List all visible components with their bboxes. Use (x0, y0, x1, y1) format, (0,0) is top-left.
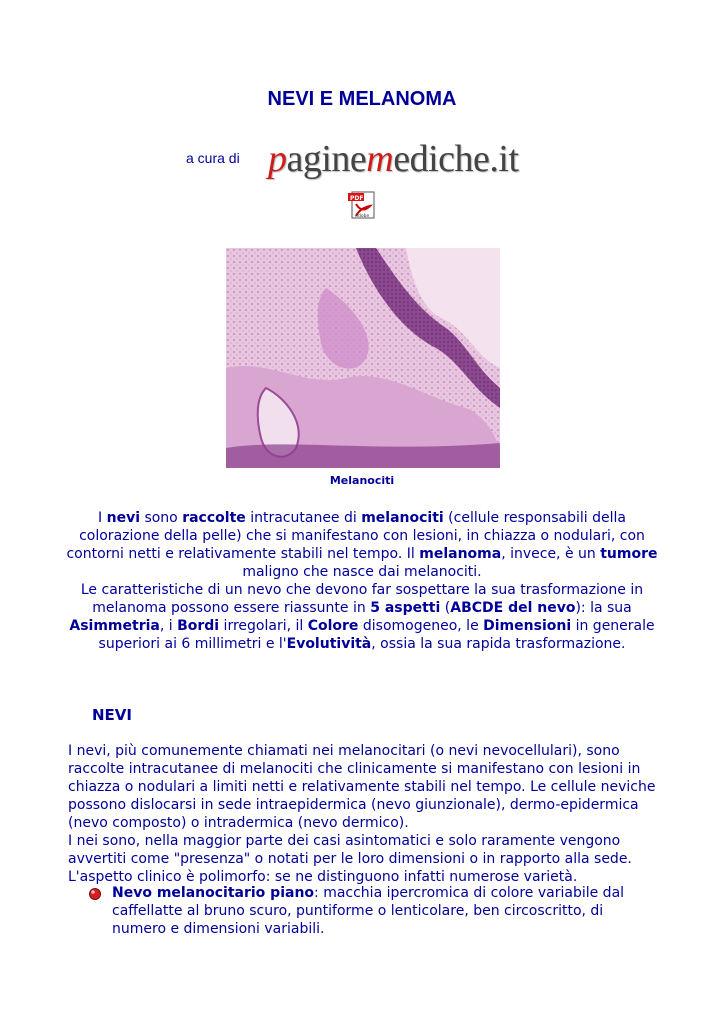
intro-bold: Bordi (177, 618, 220, 634)
intro-bold: ABCDE del nevo (450, 600, 576, 616)
melanocytes-histology-image (226, 248, 500, 468)
intro-text: ): la sua (575, 600, 632, 616)
pdf-label: PDF (350, 195, 364, 202)
section-body (68, 742, 660, 886)
logo-text-ediche: ediche (393, 138, 490, 180)
paginemediche-logo[interactable] (268, 137, 519, 181)
intro-bold: Colore (307, 618, 359, 634)
logo-letter-m: m (366, 138, 394, 180)
credit-prefix: a cura di (186, 150, 240, 166)
intro-bold: melanoma (419, 546, 502, 562)
intro-text: (cellule responsabili della colorazione della pelle) che si manifestano con lesioni, in chiazza o nodulari, con contorni netti e relativamente stabili nel tempo. Il (66, 510, 645, 562)
intro-text: I (98, 510, 107, 526)
intro-text: , invece, è un (501, 546, 601, 562)
pdf-sub-label: Adobe (355, 214, 370, 219)
body-paragraph-2: I nei sono, nella maggior parte dei casi asintomatici e solo raramente vengono avvertiti come "presenza" o notati per le loro dimensioni o in rapporto alla sede. L'aspetto clinico è polimorfo: se ne distinguono infatti numerose varietà. (68, 833, 632, 885)
pdf-download-icon[interactable] (346, 190, 376, 220)
intro-bold: nevi (106, 510, 140, 526)
list-item-term: Nevo melanocitario piano (112, 885, 315, 901)
body-paragraph-1: I nevi, più comunemente chiamati nei melanocitari (o nevi nevocellulari), sono raccolte intracutanee di melanociti che clinicamente si manifestano con lesioni in chiazza o nodulari a limiti netti e relativamente stabili nel tempo. Le cellule neviche possono dislocarsi in sede intraepidermica (nevo giunzionale), dermo-epidermica (nevo composto) o intradermica (nevo dermico). (68, 743, 656, 831)
intro-text: maligno che nasce dai melanociti. (242, 564, 482, 580)
intro-text: sono (140, 510, 183, 526)
intro-text: , ossia la sua rapida trasformazione. (371, 636, 626, 652)
figure-caption: Melanociti (329, 474, 395, 487)
list-item-desc: : macchia ipercromica di colore variabile dal caffellatte al bruno scuro, puntiforme o lenticolare, ben circoscritto, di numero e dimensioni variabili. (112, 885, 625, 937)
logo-text-domain: .it (489, 138, 519, 180)
intro-text: , i (159, 618, 178, 634)
intro-text: disomogeneo, le (358, 618, 484, 634)
logo-letter-p: p (268, 138, 287, 180)
intro-bold: Dimensioni (483, 618, 572, 634)
intro-text: irregolari, il (219, 618, 308, 634)
intro-bold: tumore (600, 546, 658, 562)
intro-bold: melanociti (361, 510, 444, 526)
intro-bold: 5 aspetti (370, 600, 441, 616)
intro-bold: raccolte (182, 510, 246, 526)
intro-text: Le caratteristiche di un nevo che devono far sospettare la sua trasformazione in melanoma possono essere riassunte in (80, 582, 644, 616)
intro-bold: Asimmetria (69, 618, 160, 634)
red-ball-bullet-icon (88, 887, 102, 901)
page-title: NEVI E MELANOMA (267, 88, 457, 110)
logo-text-agine: agine (286, 138, 367, 180)
intro-text: intracutanee di (245, 510, 362, 526)
intro-bold: Evolutività (286, 636, 372, 652)
intro-text: in generale superiori ai 6 millimetri e l' (98, 618, 655, 652)
section-heading-nevi: NEVI (92, 706, 132, 724)
list-item-text (112, 884, 660, 938)
intro-paragraph (64, 509, 660, 653)
list-item (88, 884, 660, 938)
intro-text: ( (440, 600, 451, 616)
credit-line (0, 137, 724, 183)
